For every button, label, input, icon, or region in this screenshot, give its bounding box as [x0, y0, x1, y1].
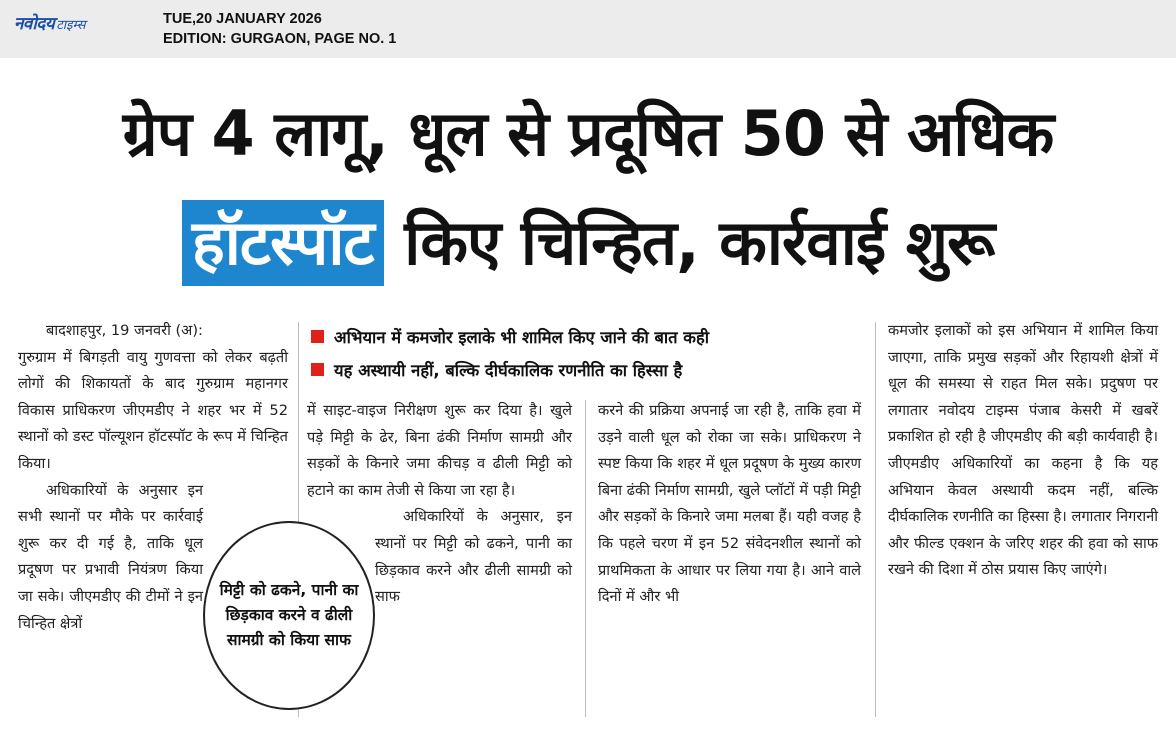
col4-paragraph-1: कमजोर इलाकों को इस अभियान में शामिल किया जाएगा, ताकि प्रमुख सड़कों और रिहायशी क्षेत्रों में धूल की समस्या से राहत मिल सके। प्रदुषण पर लगातार नवोदय टाइम्स पंजाब केसरी में खबरें प्रकाशित हो रही है जीएमडीए की बड़ी कार्यवाही है। जीएमडीए अधिकारियों का कहना है कि यह अभियान केवल अस्थायी कदम नहीं, बल्कि दीर्घकालिक रणनीति का हिस्सा है। लगातार निगरानी और फील्ड एक्शन के जरिए शहर की हवा को साफ रखने की दिशा में ठोस प्रयास किए जाएंगे। — [888, 322, 1158, 579]
red-square-icon — [311, 330, 324, 343]
logo-sub-text: टाइम्स — [56, 18, 86, 33]
edition-meta — [163, 9, 396, 49]
col1-paragraph-2: अधिकारियों के अनुसार इन सभी स्थानों पर मौके पर कार्रवाई शुरू कर दी गई है, ताकि धूल प्रदूषण पर प्रभावी नियंत्रण किया जा सके। जीएमडीए की टीमों ने इन चिन्हित क्षेत्रों — [18, 481, 203, 632]
col3-paragraph-1: करने की प्रक्रिया अपनाई जा रही है, ताकि हवा में उड़ने वाली धूल को रोका जा सके। प्राधिकरण ने स्पष्ट किया कि शहर में धूल प्रदूषण के मुख्य कारण बिना ढंकी निर्माण सामग्री, खुले प्लॉटों में पड़ी मिट्टी और सड़कों के किनारे जमा मलबा हैं। यही वजह है कि पहले चरण में इन 52 संवेदनशील स्थानों को प्राथमिकता के आधार पर लिया गया है। आने वाले दिनों में और भी — [598, 402, 861, 606]
bullet-text: यह अस्थायी नहीं, बल्कि दीर्घकालिक रणनीति का हिस्सा है — [334, 361, 683, 380]
article-column-4 — [888, 318, 1158, 584]
column-divider — [585, 400, 586, 717]
red-square-icon — [311, 363, 324, 376]
masthead-bar — [0, 0, 1176, 58]
bullet-text: अभियान में कमजोर इलाके भी शामिल किए जाने की बात कही — [334, 328, 710, 347]
summary-bullet — [311, 353, 871, 386]
headline-line-2 — [0, 200, 1176, 286]
newspaper-logo[interactable] — [14, 11, 86, 33]
edition-info: EDITION: GURGAON, PAGE NO. 1 — [163, 31, 397, 47]
headline-line-1: ग्रेप 4 लागू, धूल से प्रदूषित 50 से अधिक — [122, 97, 1054, 170]
headline-highlight: हॉटस्पॉट — [182, 200, 384, 286]
headline-line-2-rest: किए चिन्हित, कार्रवाई शुरू — [383, 206, 995, 279]
pull-quote-callout: मिट्टी को ढकने, पानी का छिड़काव करने व ढीली सामग्री को किया साफ — [203, 521, 375, 710]
article-column-3 — [598, 398, 861, 611]
dateline: बादशाहपुर, 19 जनवरी (अ): — [46, 322, 203, 339]
summary-bullets — [311, 320, 871, 386]
logo-main-text: नवोदय — [14, 14, 55, 34]
summary-bullet — [311, 320, 871, 353]
issue-date: TUE,20 JANUARY 2026 — [163, 11, 322, 27]
col2-paragraph-2: अधिकारियों के अनुसार, इन स्थानों पर मिट्टी को ढकने, पानी का छिड़काव करने और ढीली सामग्री को साफ — [375, 508, 572, 606]
col2-paragraph-1: में साइट-वाइज निरीक्षण शुरू कर दिया है। खुले पड़े मिट्टी के ढेर, बिना ढंकी निर्माण सामग्री और सड़कों के किनारे जमा कीचड़ व ढीली मिट्टी को हटाने का काम तेजी से किया जा रहा है। — [307, 402, 572, 499]
column-divider — [875, 322, 876, 717]
col1-paragraph-1: गुरुग्राम में बिगड़ती वायु गुणवत्ता को लेकर बढ़ती लोगों की शिकायतों के बाद गुरुग्राम महानगर विकास प्राधिकरण जीएमडीए ने शहर भर में 52 स्थानों को डस्ट पॉल्यूशन हॉटस्पॉट के रूप में चिन्हित किया। — [18, 348, 288, 472]
